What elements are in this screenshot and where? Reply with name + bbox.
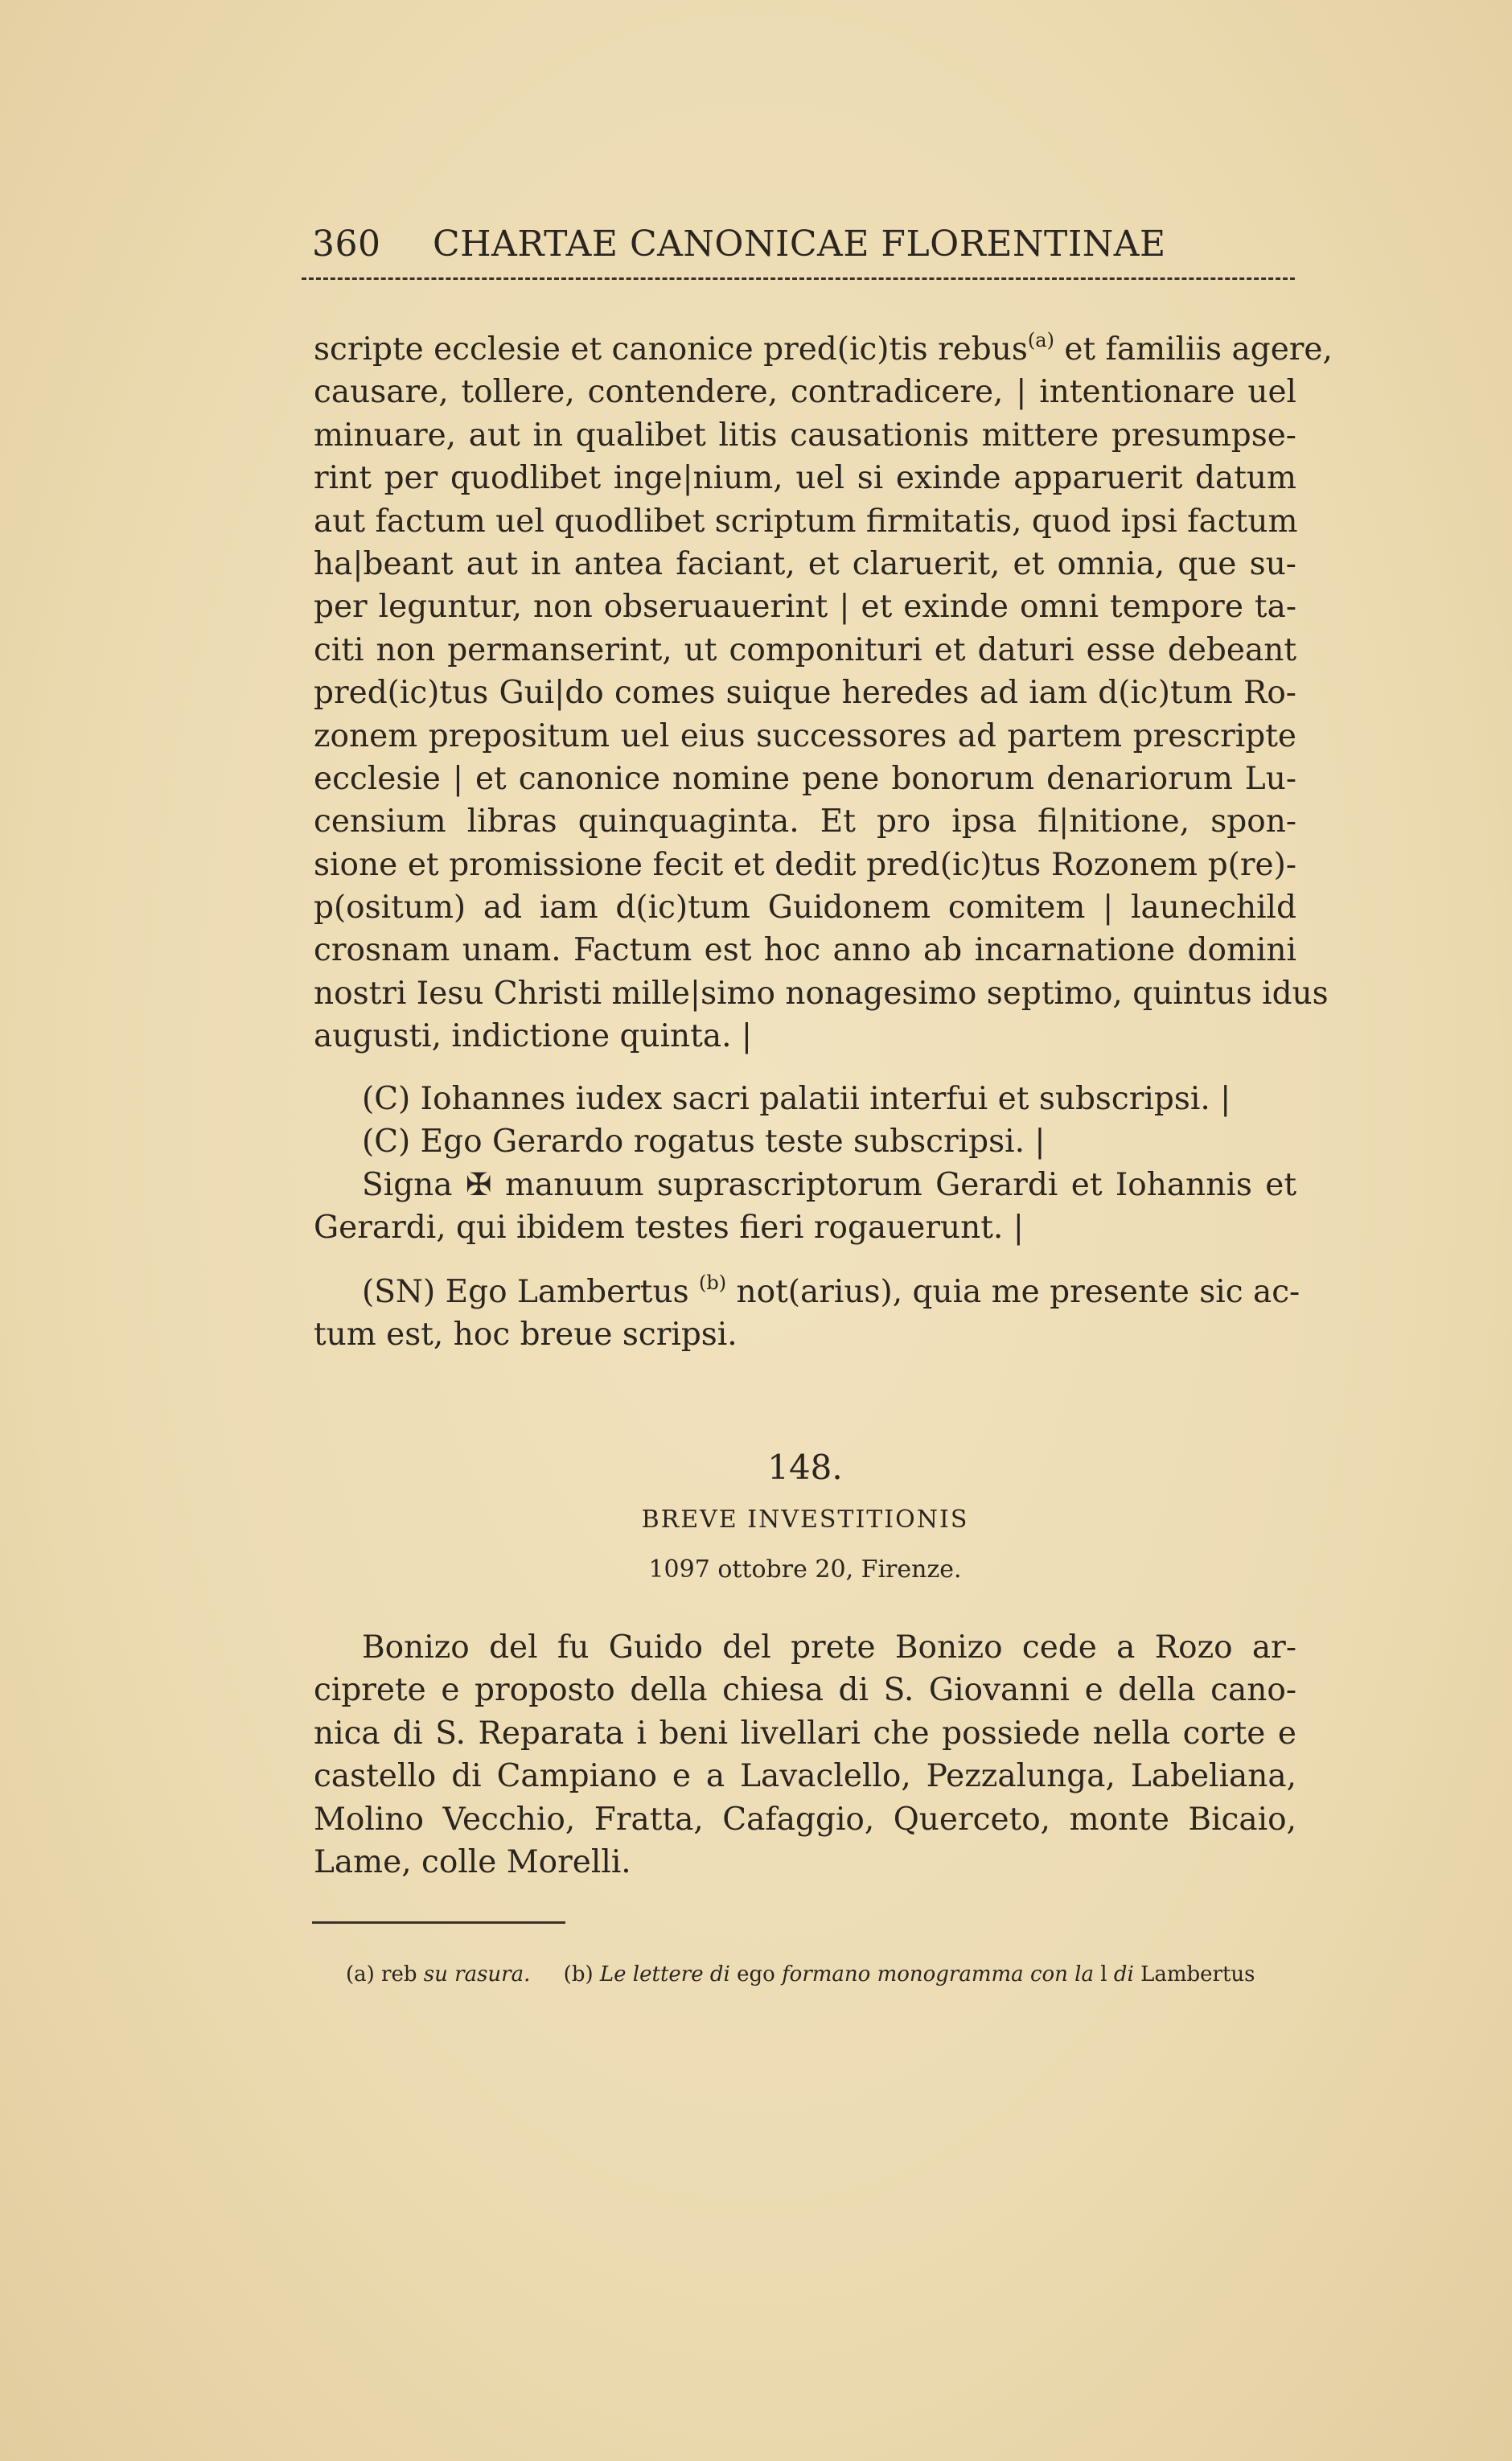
- document-title: BREVE INVESTITIONIS: [641, 1506, 969, 1534]
- text-line: Bonizo del fu Guido del prete Bonizo cede a Rozo ar-: [362, 1629, 1296, 1666]
- text-line: nostri Iesu Christi mille|simo nonagesimo septimo, quintus idus: [314, 975, 1329, 1012]
- document-summary: [314, 1626, 1296, 1884]
- page-number: 360: [312, 224, 381, 265]
- footnote-marker: (b): [699, 1272, 727, 1294]
- text-line: p(ositum) ad iam d(ic)tum Guidonem comitem | launechild: [314, 889, 1296, 926]
- footnote-text: Lambertus: [1133, 1962, 1255, 1986]
- footnote-text: (a) reb: [346, 1962, 424, 1986]
- text-line: censium libras quinquaginta. Et pro ipsa fi|nitione, spon-: [314, 803, 1296, 840]
- footnotes: [346, 1962, 1255, 1986]
- text-line: augusti, indictione quinta. |: [314, 1018, 753, 1055]
- text-line: Signa ✠ manuum suprascriptorum Gerardi et Iohannis et: [362, 1166, 1296, 1203]
- header-rule: [302, 277, 1295, 280]
- text-line: ciprete e proposto della chiesa di S. Giovanni e della cano-: [314, 1672, 1296, 1709]
- footnote-text: ego: [729, 1962, 783, 1986]
- text-line: minuare, aut in qualibet litis causationis mittere presumpse-: [314, 417, 1296, 454]
- footnote-rule: [312, 1921, 565, 1924]
- document-number: 148.: [767, 1448, 843, 1487]
- footnote-text: formano monogramma con la: [782, 1962, 1094, 1986]
- paragraph-charter-text: [314, 328, 1333, 1058]
- text-line: castello di Campiano e a Lavaclello, Pezzalunga, Labeliana,: [314, 1758, 1296, 1795]
- footnote-text: su rasura.: [423, 1962, 531, 1986]
- text-line: per leguntur, non obseruauerint | et exinde omni tempore ta-: [314, 589, 1296, 626]
- footnote-text: (b): [530, 1962, 600, 1986]
- text-line: (C) Iohannes iudex sacri palatii interfui et subscripsi. |: [362, 1081, 1231, 1117]
- text-line: ha|beant aut in antea faciant, et claruerit, et omnia, que su-: [314, 545, 1296, 582]
- text-line: ecclesie | et canonice nomine pene bonorum denariorum Lu-: [314, 760, 1296, 797]
- text-line: rint per quodlibet inge|nium, uel si exinde apparuerit datum: [314, 460, 1296, 497]
- text-line: citi non permanserint, ut componituri et daturi esse debeant: [314, 631, 1296, 668]
- text-line: (SN) Ego Lambertus $^{(b)}$ not(arius), quia me presente sic ac-: [362, 1272, 1300, 1310]
- document-date: 1097 ottobre 20, Firenze.: [648, 1555, 962, 1584]
- text-line: pred(ic)tus Gui|do comes suique heredes ad iam d(ic)tum Ro-: [314, 675, 1296, 712]
- footnote-text: Le lettere di: [599, 1962, 730, 1986]
- text-line: Lame, colle Morelli.: [314, 1843, 631, 1880]
- footnote-marker: (a): [1027, 329, 1054, 351]
- text-line: crosnam unam. Factum est hoc anno ab incarnatione domini: [314, 932, 1296, 969]
- running-header: [312, 224, 1295, 265]
- text-line: scripte ecclesie et canonice pred(ic)tis rebus$^{(a)}$ et familiis agere,: [314, 329, 1333, 368]
- running-title: CHARTAE CANONICAE FLORENTINAE: [433, 224, 1166, 265]
- text-line: (C) Ego Gerardo rogatus teste subscripsi. |: [362, 1124, 1046, 1161]
- footnote-text: di: [1113, 1962, 1134, 1986]
- text-line: Molino Vecchio, Fratta, Cafaggio, Querceto, monte Bicaio,: [314, 1801, 1296, 1838]
- text-line: sione et promissione fecit et dedit pred(ic)tus Rozonem p(re)-: [314, 846, 1296, 883]
- text-line: tum est, hoc breue scripsi.: [314, 1317, 738, 1354]
- text-line: zonem prepositum uel eius successores ad partem prescripte: [314, 717, 1296, 754]
- text-line: nica di S. Reparata i beni livellari che possiede nella corte e: [314, 1715, 1296, 1752]
- text-line: Gerardi, qui ibidem testes fieri rogauerunt. |: [314, 1210, 1024, 1247]
- paragraph-notary: [314, 1271, 1300, 1357]
- footnote-text: l: [1093, 1962, 1114, 1986]
- text-line: aut factum uel quodlibet scriptum firmitatis, quod ipsi factum: [314, 503, 1298, 540]
- paragraph-subscriptions: [314, 1078, 1296, 1250]
- text-line: causare, tollere, contendere, contradicere, | intentionare uel: [314, 374, 1296, 411]
